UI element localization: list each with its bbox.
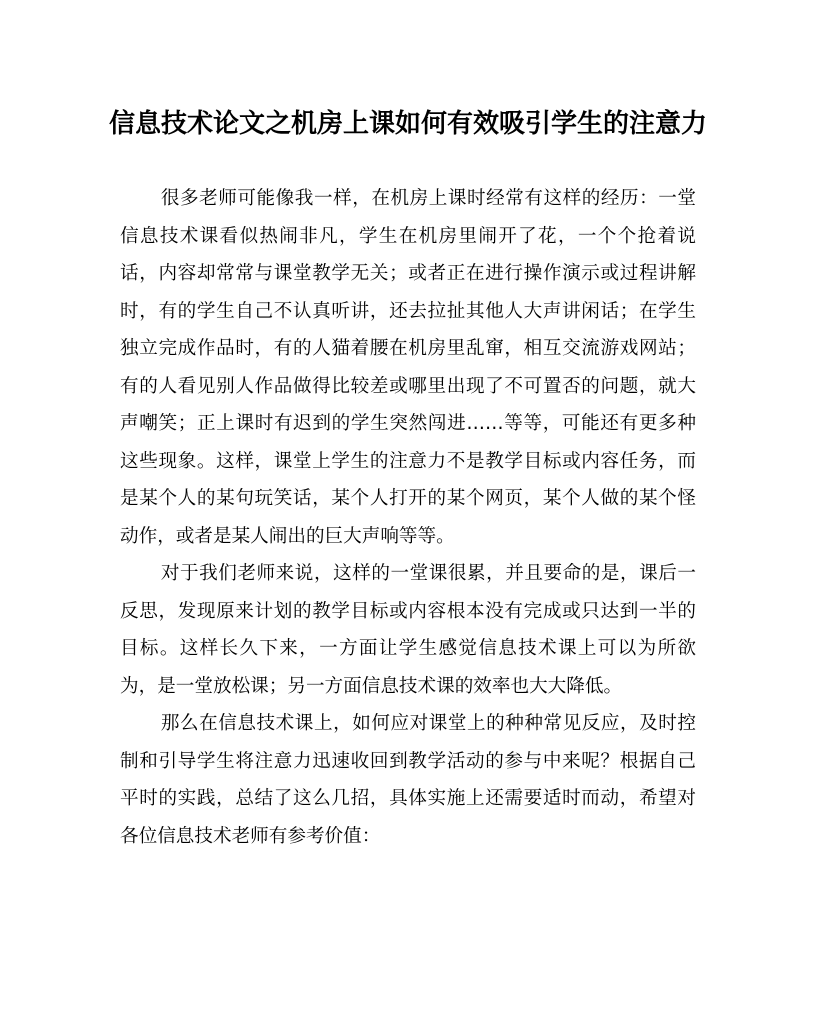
- paragraph-3: 那么在信息技术课上，如何应对课堂上的种种常见反应，及时控制和引导学生将注意力迅速收回到教学活动的参与中来呢？根据自己平时的实践，总结了这么几招，具体实施上还需要适时而动，希望对各位信息技术老师有参考价值：: [120, 713, 696, 847]
- paragraph-1: 很多老师可能像我一样，在机房上课时经常有这样的经历：一堂信息技术课看似热闹非凡，学生在机房里闹开了花，一个个抢着说话，内容却常常与课堂教学无关；或者正在进行操作演示或过程讲解时，有的学生自己不认真听讲，还去拉扯其他人大声讲闲话；在学生独立完成作品时，有的人猫着腰在机房里乱窜，相互交流游戏网站；有的人看见别人作品做得比较差或哪里出现了不可置否的问题，就大声嘲笑；正上课时有迟到的学生突然闯进……等等，可能还有更多种这些现象。这样，课堂上学生的注意力不是教学目标或内容任务，而是某个人的某句玩笑话，某个人打开的某个网页，某个人做的某个怪动作，或者是某人闹出的巨大声响等等。: [120, 188, 696, 547]
- paragraph-2: 对于我们老师来说，这样的一堂课很累，并且要命的是，课后一反思，发现原来计划的教学目标或内容根本没有完成或只达到一半的目标。这样长久下来，一方面让学生感觉信息技术课上可以为所欲为，是一堂放松课；另一方面信息技术课的效率也大大降低。: [120, 563, 696, 697]
- document-body: [120, 180, 696, 855]
- document-title: 信息技术论文之机房上课如何有效吸引学生的注意力: [108, 109, 707, 139]
